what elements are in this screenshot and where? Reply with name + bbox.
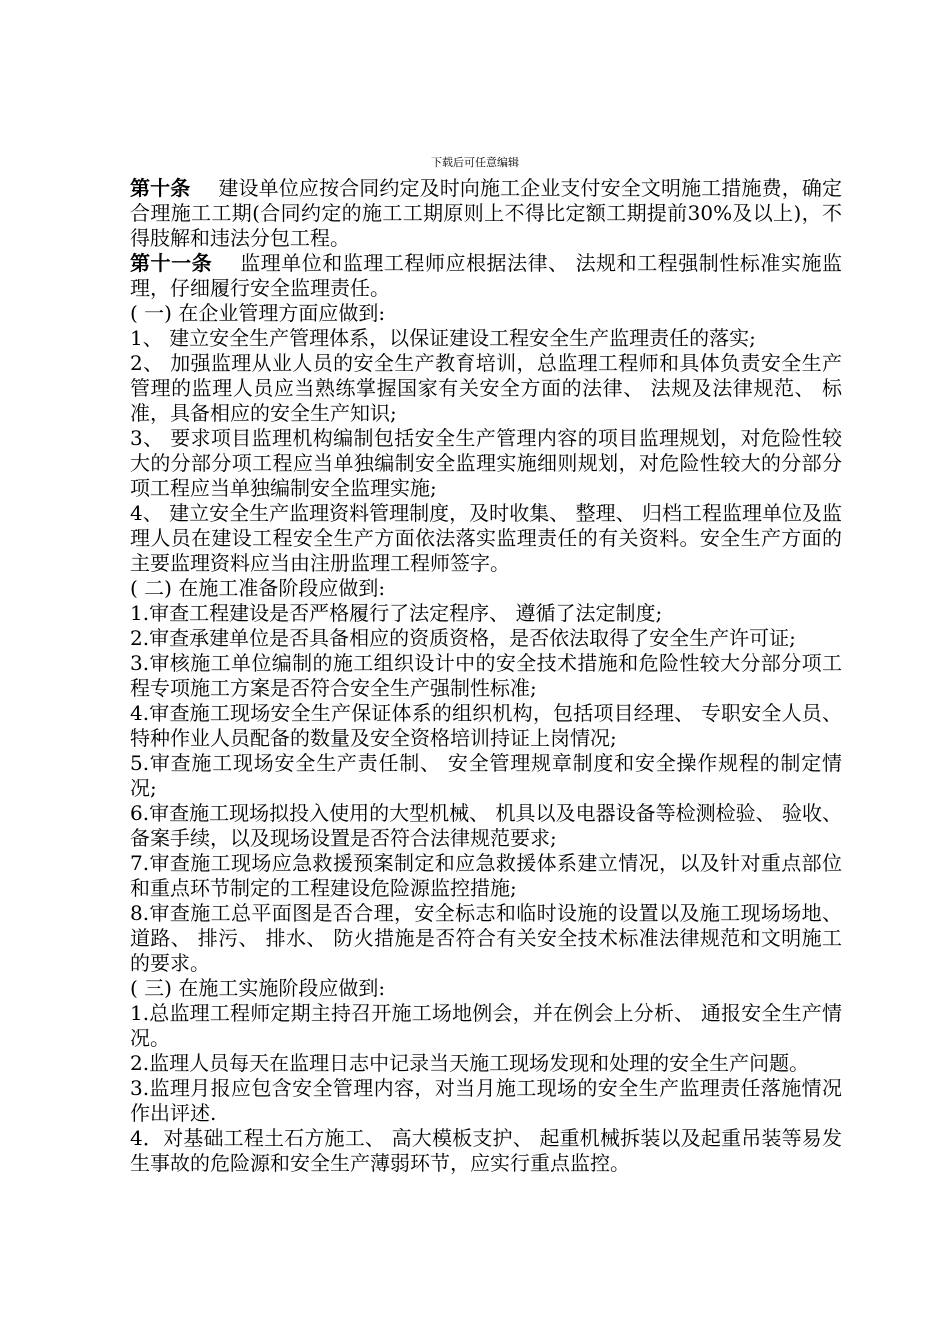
section-2-item-2: 2.审查承建单位是否具备相应的资质资格，是否依法取得了安全生产许可证; [130,626,796,650]
section-2-item-6: 6.审查施工现场拟投入使用的大型机械、 机具以及电器设备等检测检验、 验收、 备案手续，以及现场设置是否符合法律规范要求; [130,801,842,850]
section-2-item-1: 1.审查工程建设是否严格履行了法定程序、 遵循了法定制度; [130,601,663,625]
section-1-item-2: 2、 加强监理从业人员的安全生产教育培训，总监理工程师和具体负责安全生产管理的监理人员应当熟练掌握国家有关安全方面的法律、 法规及法律规范、 标准，具备相应的安全生产知识; [130,351,842,425]
section-3-item-2: 2.监理人员每天在监理日志中记录当天施工现场发现和处理的安全生产问题。 [130,1051,810,1075]
section-2-item-4: 4.审查施工现场安全生产保证体系的组织机构，包括项目经理、 专职安全人员、 特种作业人员配备的数量及安全资格培训持证上岗情况; [130,701,842,750]
article-10-text: 建设单位应按合同约定及时向施工企业支付安全文明施工措施费，确定合理施工工期(合同约定的施工工期原则上不得比定额工期提前30%及以上)，不得肢解和违法分包工程。 [130,176,843,250]
section-1-item-3: 3、 要求项目监理机构编制包括安全生产管理内容的项目监理规划，对危险性较大的分部分项工程应当单独编制安全监理实施细则规划，对危险性较大的分部分项工程应当单独编制安全监理实施; [130,426,842,500]
page-header-note: 下载后可任意编辑 [431,156,519,169]
section-2-item-8: 8.审查施工总平面图是否合理，安全标志和临时设施的设置以及施工现场场地、 道路、 排污、 排水、 防火措施是否符合有关安全技术标准法律规范和文明施工的要求。 [130,901,842,975]
section-3-item-3: 3.监理月报应包含安全管理内容，对当月施工现场的安全生产监理责任落施情况作出评述. [130,1076,842,1125]
section-2-item-5: 5.审查施工现场安全生产责任制、 安全管理规章制度和安全操作规程的制定情况; [130,751,842,800]
article-11-heading: 第十一条 [130,251,213,275]
document-body [130,176,842,1176]
section-3-title: ( 三) 在施工实施阶段应做到: [130,976,386,1000]
article-10-heading: 第十条 [130,176,191,200]
article-10 [130,176,842,251]
section-1-title: ( 一) 在企业管理方面应做到: [130,301,386,325]
section-2-item-3: 3.审核施工单位编制的施工组织设计中的安全技术措施和危险性较大分部分项工程专项施工方案是否符合安全生产强制性标准; [130,651,842,700]
section-1-item-4: 4、 建立安全生产监理资料管理制度，及时收集、 整理、 归档工程监理单位及监理人员在建设工程安全生产方面依法落实监理责任的有关资料。安全生产方面的主要监理资料应当由注册监理工程师签字。 [130,501,842,575]
section-2-item-7: 7.审查施工现场应急救援预案制定和应急救援体系建立情况，以及针对重点部位和重点环节制定的工程建设危险源监控措施; [130,851,842,900]
section-3-item-1: 1.总监理工程师定期主持召开施工场地例会，并在例会上分析、 通报安全生产情况。 [130,1001,842,1050]
section-3-item-4: 4．对基础工程土石方施工、 高大模板支护、 起重机械拆装以及起重吊装等易发生事故的危险源和安全生产薄弱环节，应实行重点监控。 [130,1126,842,1175]
section-2-title: ( 二) 在施工准备阶段应做到: [130,576,386,600]
article-11-text: 监理单位和监理工程师应根据法律、 法规和工程强制性标准实施监理，仔细履行安全监理责任。 [130,251,842,300]
article-11 [130,251,842,301]
section-1-item-1: 1、 建立安全生产管理体系，以保证建设工程安全生产监理责任的落实; [130,326,756,350]
